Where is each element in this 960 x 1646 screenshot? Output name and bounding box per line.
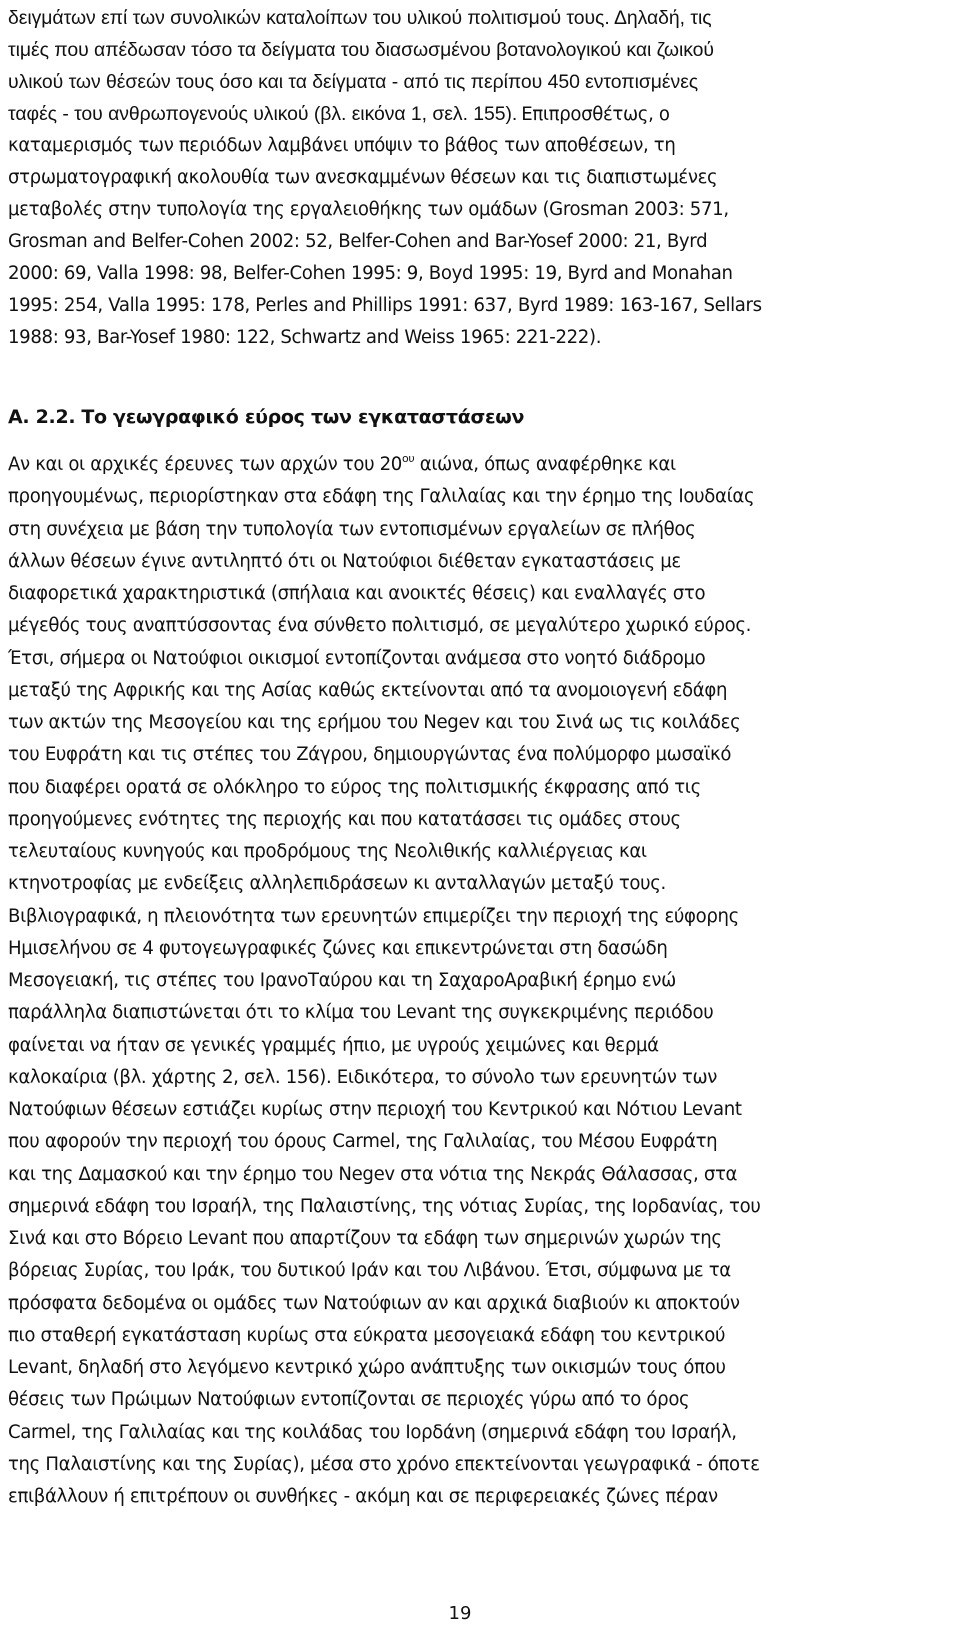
page-number: 19	[448, 1603, 472, 1624]
section-heading	[8, 400, 524, 434]
text-line: θέσεις των Πρώιμων Νατούφιων εντοπίζονται σε περιοχές γύρω από το όρος	[8, 1389, 690, 1411]
text-line: τελευταίους κυνηγούς και προδρόμους της Νεολιθικής καλλιέργειας και	[8, 841, 647, 862]
text-line: Ημισελήνου σε 4 φυτογεωγραφικές ζώνες και επικεντρώνεται στη δασώδη	[8, 937, 668, 959]
text-line: φαίνεται να ήταν σε γενικές γραμμές ήπιο, με υγρούς χειμώνες και θερμά	[8, 1034, 659, 1056]
text-line: που διαφέρει ορατά σε ολόκληρο το εύρος της πολιτισμικής έκφρασης από τις	[8, 776, 701, 798]
text-line: μεταξύ της Αφρικής και της Ασίας καθώς εκτείνονται από τα ανομοιογενή εδάφη	[8, 679, 728, 701]
text-line	[8, 449, 952, 481]
text-line: προηγουμένως, περιορίστηκαν στα εδάφη της Γαλιλαίας και την έρημο της Ιουδαίας	[8, 486, 755, 508]
text-line-segment: Αν και οι αρχικές έρευνες των αρχών του 20	[8, 454, 402, 475]
text-line: Έτσι, σήμερα οι Νατούφιοι οικισμοί εντοπίζονται ανάμεσα στο νοητό διάδρομο	[8, 647, 706, 669]
text-line-segment: Επιπροσθέτως, ο	[521, 104, 670, 125]
paragraph-1	[8, 2, 956, 354]
text-line: παράλληλα διαπιστώνεται ότι το κλίμα του Levant της συγκεκριμένης περιόδου	[8, 1002, 714, 1024]
text-line: βόρειας Συρίας, του Ιράκ, του δυτικού Ιράν και του Λιβάνου. Έτσι, σύμφωνα με τα	[8, 1260, 731, 1282]
text-line-segment: ταφές - του ανθρωπογενούς υλικού (βλ. εικόνα 1, σελ. 155).	[8, 103, 518, 125]
text-line: κτηνοτροφίας με ενδείξεις αλληλεπιδράσεων κι ανταλλαγών μεταξύ τους.	[8, 873, 666, 895]
text-line: επιβάλλουν ή επιτρέπουν οι συνθήκες - ακόμη και σε περιφερειακές ζώνες πέραν	[8, 1486, 718, 1507]
text-line: 2000: 69, Valla 1998: 98, Belfer-Cohen 1995: 9, Boyd 1995: 19, Byrd and Monahan	[8, 263, 733, 284]
text-line: Carmel, της Γαλιλαίας και της κοιλάδας του Ιορδάνη (σημερινά εδάφη του Ισραήλ,	[8, 1421, 737, 1443]
text-line: Βιβλιογραφικά, η πλειονότητα των ερευνητών επιμερίζει την περιοχή της εύφορης	[8, 905, 739, 927]
text-line: προηγούμενες ενότητες της περιοχής και που κατατάσσει τις ομάδες στους	[8, 808, 681, 830]
text-line: καλοκαίρια (βλ. χάρτης 2, σελ. 156). Ειδικότερα, το σύνολο των ερευνητών των	[8, 1066, 718, 1088]
paragraph-2	[8, 449, 956, 1513]
text-line: σημερινά εδάφη του Ισραήλ, της Παλαιστίνης, της νότιας Συρίας, της Ιορδανίας, του	[8, 1195, 761, 1217]
text-line: 1995: 254, Valla 1995: 178, Perles and Phillips 1991: 637, Byrd 1989: 163-167, Sellars	[8, 295, 762, 316]
text-line: Νατούφιων θέσεων εστιάζει κυρίως στην περιοχή του Κεντρικού και Νότιου Levant	[8, 1099, 742, 1120]
text-line: του Ευφράτη και τις στέπες του Ζάγρου, δημιουργώντας ένα πολύμορφο μωσαϊκό	[8, 744, 732, 766]
text-line: πρόσφατα δεδομένα οι ομάδες των Νατούφιων αν και αρχικά διαβιούν κι αποκτούν	[8, 1292, 740, 1314]
text-line: Μεσογειακή, τις στέπες του ΙρανοΤαύρου και τη ΣαχαροΑραβική έρημο ενώ	[8, 970, 676, 991]
section-title: Το γεωγραφικό εύρος των εγκαταστάσεων	[81, 406, 525, 428]
text-line: Levant, δηλαδή στο λεγόμενο κεντρικό χώρο ανάπτυξης των οικισμών τους όπου	[8, 1357, 726, 1378]
superscript: ου	[401, 452, 415, 465]
text-line: καταμερισμός των περιόδων λαμβάνει υπόψιν το βάθος των αποθέσεων, τη	[8, 135, 676, 156]
text-line: που αφορούν την περιοχή του όρους Carmel, της Γαλιλαίας, του Μέσου Ευφράτη	[8, 1131, 718, 1153]
text-line	[8, 98, 952, 130]
text-line: δειγμάτων επί των συνολικών καταλοίπων του υλικού πολιτισμού τους. Δηλαδή, τις	[8, 7, 712, 29]
text-line: Grosman and Belfer-Cohen 2002: 52, Belfer-Cohen and Bar-Yosef 2000: 21, Byrd	[8, 231, 708, 252]
text-line: 1988: 93, Bar-Yosef 1980: 122, Schwartz and Weiss 1965: 221-222).	[8, 327, 602, 348]
section-number: Α. 2.2.	[8, 406, 76, 428]
text-line: της Παλαιστίνης και της Συρίας), μέσα στο χρόνο επεκτείνονται γεωγραφικά - όποτε	[8, 1453, 760, 1475]
text-line: των ακτών της Μεσογείου και της ερήμου του Negev και του Σινά ως τις κοιλάδες	[8, 712, 741, 733]
text-line: διαφορετικά χαρακτηριστικά (σπήλαια και ανοικτές θέσεις) και εναλλαγές στο	[8, 583, 706, 604]
text-line: μεταβολές στην τυπολογία της εργαλειοθήκης των ομάδων (Grosman 2003: 571,	[8, 199, 729, 220]
text-line: πιο σταθερή εγκατάσταση κυρίως στα εύκρατα μεσογειακά εδάφη του κεντρικού	[8, 1324, 726, 1346]
text-line: στρωματογραφική ακολουθία των ανεσκαμμένων θέσεων και τις διαπιστωμένες	[8, 167, 718, 188]
text-line: τιμές που απέδωσαν τόσο τα δείγματα του διασωσμένου βοτανολογικού και ζωικού	[8, 39, 714, 61]
text-line: μέγεθός τους αναπτύσσοντας ένα σύνθετο πολιτισμό, σε μεγαλύτερο χωρικό εύρος.	[8, 615, 752, 637]
text-line-segment: αιώνα, όπως αναφέρθηκε και	[414, 454, 676, 475]
text-line: στη συνέχεια με βάση την τυπολογία των εντοπισμένων εργαλείων σε πλήθος	[8, 518, 696, 540]
text-line: άλλων θέσεων έγινε αντιληπτό ότι οι Νατούφιοι διέθεταν εγκαταστάσεις με	[8, 550, 681, 572]
text-line: Σινά και στο Βόρειο Levant που απαρτίζουν τα εδάφη των σημερινών χωρών της	[8, 1228, 722, 1249]
text-line: και της Δαμασκού και την έρημο του Negev στα νότια της Νεκράς Θάλασσας, στα	[8, 1163, 738, 1185]
text-line: υλικού των θέσεών τους όσο και τα δείγματα - από τις περίπου 450 εντοπισμένες	[8, 71, 699, 93]
